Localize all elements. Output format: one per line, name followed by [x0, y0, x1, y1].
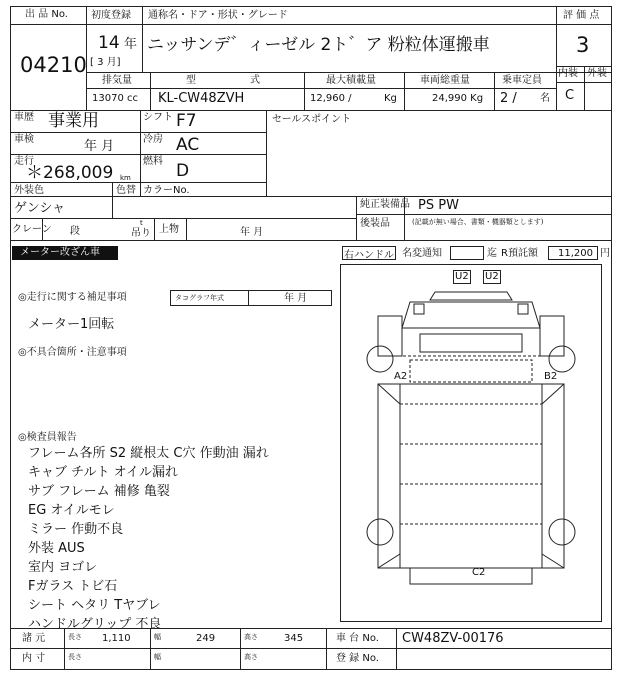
max-load-unit: Kg — [384, 93, 397, 104]
first-reg-label: 初度登録 — [91, 10, 131, 21]
model-label: 型 — [186, 75, 196, 86]
upper-label: 上物 — [159, 224, 179, 235]
overall-grade: 3 — [576, 33, 590, 57]
inspector-line-1: フレーム各所 S2 縦根太 C穴 作動油 漏れ — [28, 446, 269, 461]
crane-step: 段 — [70, 226, 80, 237]
crane-label: クレーン — [12, 224, 52, 235]
inspection-label: 車検 — [14, 134, 34, 145]
load-label: 最大積載量 — [326, 75, 376, 86]
color-value: ゲンシャ — [14, 201, 66, 216]
mileage-unit: km — [120, 174, 131, 182]
truck-diagram — [340, 264, 602, 622]
inspector-line-9: シート ヘタリ Tヤブレ — [28, 598, 161, 613]
fuel-label: 燃料 — [143, 156, 163, 167]
until-label: 迄 — [487, 248, 497, 259]
height-label: 高さ — [244, 633, 258, 641]
upper-value: 年 月 — [240, 227, 264, 238]
reg-month: [ 3 月] — [90, 57, 121, 68]
capacity: 2 / — [500, 91, 517, 106]
inspector-line-2: キャブ チルト オイル漏れ — [28, 465, 178, 480]
reg-year: 14 — [98, 33, 120, 53]
height-value: 345 — [284, 633, 304, 644]
yen-unit: 円 — [600, 248, 610, 259]
ac-label: 冷房 — [143, 134, 163, 145]
fuel-value: D — [176, 161, 190, 181]
sales-point-label: セールスポイント — [272, 114, 352, 125]
grade-label: 評 価 点 — [563, 10, 600, 21]
displacement: 13070 cc — [92, 93, 138, 104]
inspector-line-8: Fガラス トビ石 — [28, 579, 118, 594]
reg-no-label: 登 録 No. — [336, 653, 379, 664]
mileage-supp-title: ◎走行に関する補足事項 — [18, 292, 127, 303]
inspector-line-7: 室内 ヨゴレ — [28, 560, 98, 575]
rh-drive-box — [342, 246, 396, 260]
recycle-value: 11,200 — [558, 248, 593, 259]
ac-value: AC — [176, 135, 200, 155]
color-change-label: 色替 — [116, 185, 136, 196]
inspector-line-5: ミラー 作動不良 — [28, 522, 124, 537]
a2-mark: A2 — [394, 371, 408, 382]
car-name: ニッサンデ゛ィーゼル 2ト゛ア 粉粒体運搬車 — [147, 35, 490, 55]
name-change-label: 名変通知 — [402, 248, 442, 259]
u2-mark-a: U2 — [455, 271, 469, 282]
lot-label: 出 品 No. — [25, 9, 68, 20]
inspector-line-10: ハンドルグリップ 不良 — [28, 617, 162, 632]
reg-year-unit: 年 — [124, 37, 138, 52]
gross-weight: 24,990 Kg — [432, 93, 484, 104]
color-label: 外装色 — [14, 185, 44, 196]
capacity-unit: 名 — [540, 93, 550, 104]
rh-drive-text: 右ハンドル — [344, 249, 394, 261]
inspector-line-3: サブ フレーム 補修 亀裂 — [28, 484, 170, 499]
crane-lift: 吊り — [131, 228, 151, 239]
tacho-value: 年 月 — [284, 293, 308, 304]
width-value: 249 — [196, 633, 216, 644]
recycle-label: R預託額 — [501, 248, 538, 259]
model-code: KL-CW48ZVH — [158, 91, 245, 106]
lot-number: 04210 — [20, 53, 87, 77]
b2-mark: B2 — [544, 371, 558, 382]
mileage-label: 走行 — [14, 156, 34, 167]
color-no-label: カラーNo. — [143, 185, 190, 196]
history-value: 事業用 — [48, 111, 99, 131]
inspector-line-6: 外装 AUS — [28, 541, 85, 556]
inspector-title: ◎検査員報告 — [18, 432, 77, 443]
capacity-label: 乗車定員 — [502, 75, 542, 86]
inner-len-label: 長さ — [68, 653, 82, 661]
mileage-value: ＊268,009 — [26, 163, 114, 183]
max-load: 12,960 / — [310, 93, 352, 104]
len-value: 1,110 — [102, 633, 131, 644]
meter-warning: メーター改ざん車 — [20, 247, 100, 258]
equip-label: 純正装備品 — [360, 199, 410, 210]
interior-label: 内装 — [558, 68, 578, 79]
chassis-number: CW48ZV-00176 — [402, 631, 504, 646]
retrofit-note: (記載が無い場合、書類・機器類とします) — [412, 218, 544, 226]
name-change-box — [450, 246, 484, 260]
equip-value: PS PW — [418, 198, 459, 213]
width-label: 幅 — [154, 633, 161, 641]
c2-mark: C2 — [472, 567, 486, 578]
tacho-label: タコグラフ年式 — [175, 294, 224, 302]
len-label: 長さ — [68, 633, 82, 641]
disp-label: 排気量 — [102, 75, 132, 86]
exterior-label: 外装 — [587, 68, 607, 79]
defects-title: ◎不具合箇所・注意事項 — [18, 347, 127, 358]
interior-grade: C — [565, 88, 575, 103]
inner-height-label: 高さ — [244, 653, 258, 661]
meter-note: メーター1回転 — [28, 317, 115, 332]
shift-value: F7 — [176, 111, 197, 131]
gross-label: 車両総重量 — [420, 75, 470, 86]
crane-t: t — [140, 219, 143, 227]
history-label: 車歴 — [14, 112, 34, 123]
inner-width-label: 幅 — [154, 653, 161, 661]
model-label-2: 式 — [250, 75, 260, 86]
u2-mark-b: U2 — [485, 271, 499, 282]
shift-label: シフト — [143, 112, 173, 123]
inspection-value: 年 月 — [84, 139, 115, 154]
retrofit-label: 後装品 — [360, 218, 390, 229]
inspector-line-4: EG オイルモレ — [28, 503, 115, 518]
dims-label: 諸 元 — [22, 633, 46, 644]
inner-dims-label: 内 寸 — [22, 653, 46, 664]
chassis-label: 車 台 No. — [336, 633, 379, 644]
name-label: 通称名・ドア・形状・グレード — [148, 10, 288, 21]
